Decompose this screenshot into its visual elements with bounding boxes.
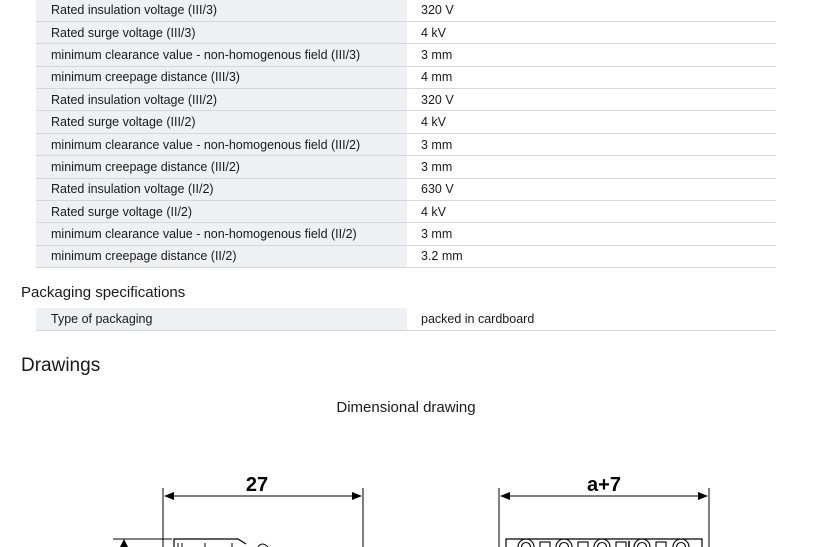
- height-arrow: [120, 539, 128, 547]
- spec-name: Rated surge voltage (II/2): [36, 201, 407, 223]
- spec-value: packed in cardboard: [421, 311, 535, 326]
- spec-value: 3 mm: [421, 137, 453, 152]
- spec-name: Rated surge voltage (III/3): [36, 21, 407, 43]
- spec-value: 4 kV: [421, 25, 447, 40]
- spec-name: Rated insulation voltage (III/3): [36, 0, 407, 21]
- dimension-label-width: 27: [245, 474, 269, 496]
- spec-name: Type of packaging: [36, 308, 407, 330]
- spec-value: 630 V: [421, 182, 454, 197]
- spec-name: minimum creepage distance (II/2): [36, 245, 407, 267]
- spec-value: 3.2 mm: [421, 249, 463, 264]
- packaging-section-title: Packaging specifications: [21, 284, 186, 301]
- spec-name: minimum clearance value - non-homogenous field (II/2): [36, 223, 407, 245]
- spec-value: 4 kV: [421, 204, 447, 219]
- dimensional-drawing-title: Dimensional drawing: [336, 399, 476, 416]
- spec-value: 320 V: [421, 2, 454, 17]
- drawings-title: Drawings: [21, 355, 101, 376]
- spec-name: Rated insulation voltage (II/2): [36, 178, 407, 200]
- spec-name: minimum clearance value - non-homogenous field (III/3): [36, 44, 407, 66]
- spec-name: minimum creepage distance (III/3): [36, 66, 407, 88]
- connector-body-outline: [174, 539, 246, 547]
- spec-value: 4 kV: [421, 115, 447, 130]
- spec-value: 4 mm: [421, 70, 453, 85]
- spec-name: minimum creepage distance (III/2): [36, 156, 407, 178]
- spec-value: 3 mm: [421, 227, 453, 242]
- spec-value: 3 mm: [421, 159, 453, 174]
- front-view-drawing: [499, 474, 709, 547]
- spec-value: 3 mm: [421, 47, 453, 62]
- dimension-label-width: a+7: [587, 474, 621, 496]
- spec-name: minimum clearance value - non-homogenous field (III/2): [36, 133, 407, 155]
- spec-value: 320 V: [421, 92, 454, 107]
- spec-name: Rated surge voltage (III/2): [36, 111, 407, 133]
- side-view-drawing: [113, 474, 363, 547]
- spec-name: Rated insulation voltage (III/2): [36, 89, 407, 111]
